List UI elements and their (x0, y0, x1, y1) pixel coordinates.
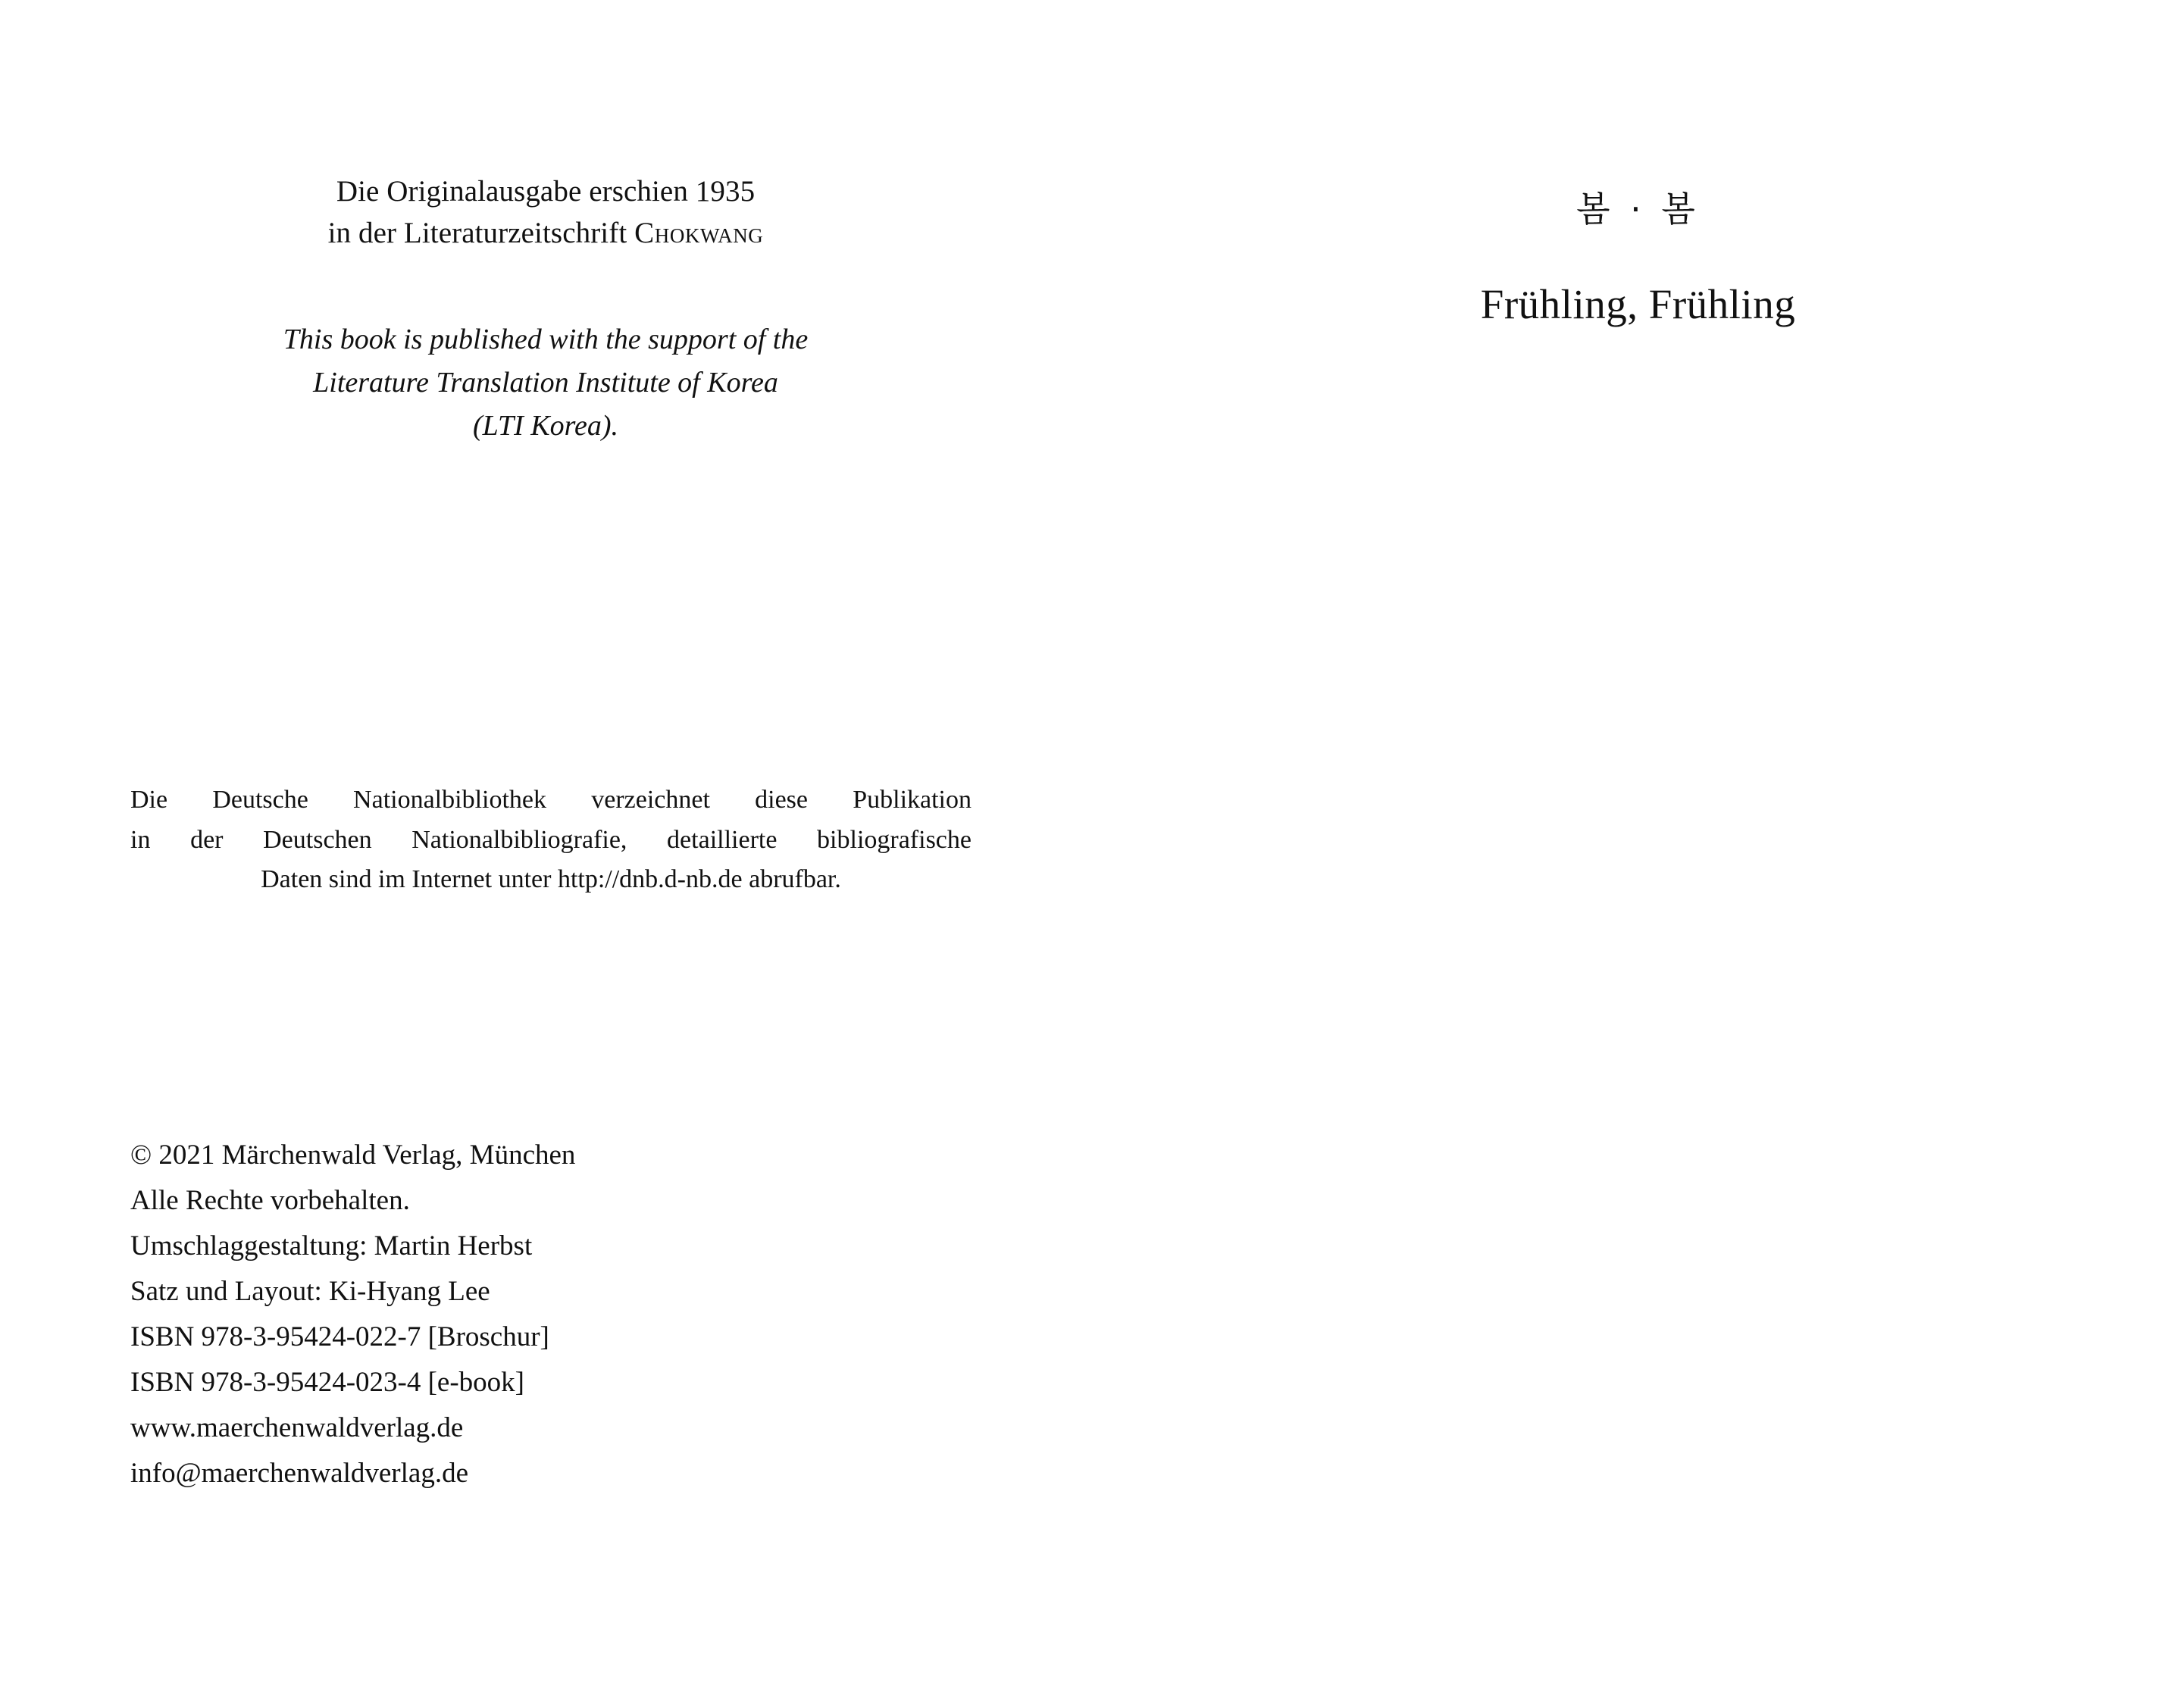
dnb-cataloging-note (130, 780, 972, 900)
publisher-email-line: info@maerchenwaldverlag.de (130, 1457, 469, 1489)
support-note-line-2: Literature Translation Institute of Korea (313, 367, 778, 399)
support-note-line-3: (LTI Korea). (472, 410, 619, 442)
copyright-block (130, 1133, 979, 1496)
title-korean: 봄 · 봄 (1576, 189, 1700, 230)
typesetting-line: Satz und Layout: Ki-Hyang Lee (130, 1275, 490, 1307)
isbn-ebook-line: ISBN 978-3-95424-023-4 [e-book] (130, 1366, 524, 1398)
right-page-half-title (1092, 0, 2184, 1682)
dnb-line-3: Daten sind im Internet unter http://dnb.d-nb.de abrufbar. (261, 865, 841, 894)
publisher-website-line: www.maerchenwaldverlag.de (130, 1412, 464, 1443)
dnb-line-2: in der Deutschen Nationalbibliografie, detaillierte bibliografische (130, 825, 972, 854)
support-note (133, 318, 959, 448)
copyright-line: © 2021 Märchenwald Verlag, München (130, 1140, 576, 1171)
isbn-print-line: ISBN 978-3-95424-022-7 [Broschur] (130, 1321, 549, 1352)
support-note-line-1: This book is published with the support of the (283, 324, 809, 355)
title-german: Frühling, Frühling (1480, 281, 1796, 327)
dnb-line-1: Die Deutsche Nationalbibliothek verzeichnet diese Publikation (130, 786, 972, 814)
original-edition-journal-name: Chokwang (634, 217, 764, 250)
original-edition-note (133, 170, 959, 255)
cover-design-line: Umschlaggestaltung: Martin Herbst (130, 1230, 533, 1262)
original-edition-journal-prefix: in der Literaturzeitschrift (327, 217, 635, 250)
original-edition-line-2 (133, 212, 959, 254)
rights-reserved-line: Alle Rechte vorbehalten. (130, 1184, 410, 1216)
original-edition-line-1: Die Originalausgabe erschien 1935 (336, 175, 756, 208)
